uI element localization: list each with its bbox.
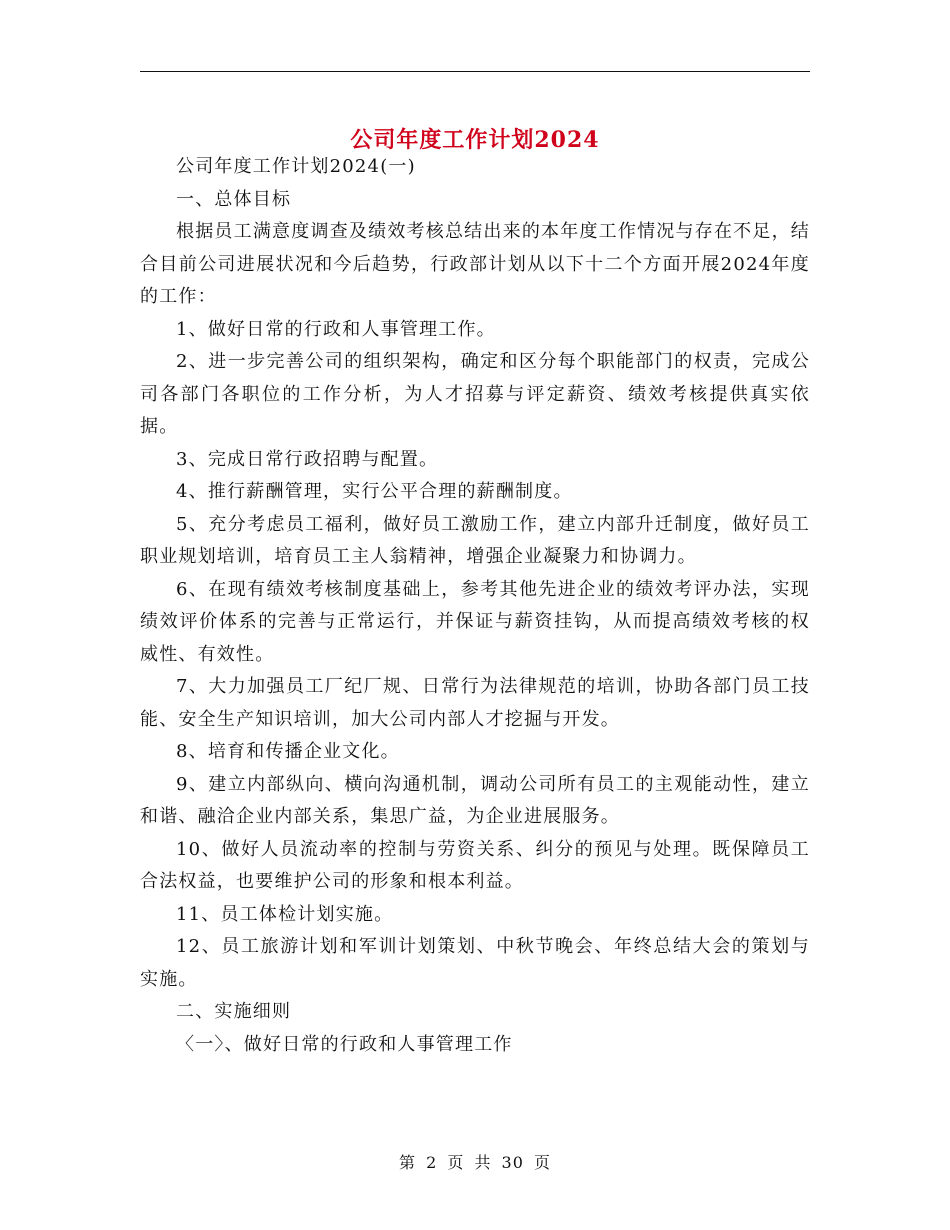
list-item-8: 8、培育和传播企业文化。: [176, 741, 400, 762]
section-heading-1: 一、总体目标: [176, 188, 292, 210]
list-item-5: 5、充分考虑员工福利，做好员工激励工作，建立内部升迁制度，做好员工职业规划培训，培育员工主人翁精神，增强企业凝聚力和协调力。: [140, 513, 810, 567]
section-heading-2: 二、实施细则: [176, 1001, 292, 1022]
list-item-7: 7、大力加强员工厂纪厂规、日常行为法律规范的培训，协助各部门员工技能、安全生产知识培训，加大公司内部人才挖掘与开发。: [140, 676, 810, 730]
list-item-11: 11、员工体检计划实施。: [176, 903, 394, 925]
page-footer: 第 2 页 共 30 页: [399, 1153, 551, 1172]
list-item-1: 1、做好日常的行政和人事管理工作。: [176, 318, 496, 340]
document-title: 公司年度工作计划2024: [350, 126, 600, 153]
list-item-6: 6、在现有绩效考核制度基础上，参考其他先进企业的绩效考评办法，实现绩效评价体系的完善与正常运行，并保证与薪资挂钩，从而提高绩效考核的权威性、有效性。: [140, 578, 810, 665]
paragraph-subtitle: 公司年度工作计划2024(一): [176, 156, 416, 177]
list-item-10: 10、做好人员流动率的控制与劳资关系、纠分的预见与处理。既保障员工合法权益，也要维护公司的形象和根本利益。: [140, 838, 810, 892]
list-item-3: 3、完成日常行政招聘与配置。: [176, 448, 439, 470]
paragraph-intro: 根据员工满意度调查及绩效考核总结出来的本年度工作情况与存在不足，结合目前公司进展状况和今后趋势，行政部计划从以下十二个方面开展2024年度的工作：: [140, 221, 810, 307]
list-item-4: 4、推行薪酬管理，实行公平合理的薪酬制度。: [176, 481, 573, 502]
list-item-2: 2、进一步完善公司的组织架构，确定和区分每个职能部门的权责，完成公司各部门各职位的工作分析，为人才招募与评定薪资、绩效考核提供真实依据。: [140, 351, 810, 437]
document-body: [140, 151, 810, 1061]
list-item-12: 12、员工旅游计划和军训计划策划、中秋节晚会、年终总结大会的策划与实施。: [140, 936, 810, 990]
header-rule: [140, 71, 810, 72]
list-item-9: 9、建立内部纵向、横向沟通机制，调动公司所有员工的主观能动性，建立和谐、融洽企业内部关系，集思广益，为企业进展服务。: [140, 773, 810, 827]
subsection-heading-1: 〈一〉、做好日常的行政和人事管理工作: [176, 1033, 513, 1055]
